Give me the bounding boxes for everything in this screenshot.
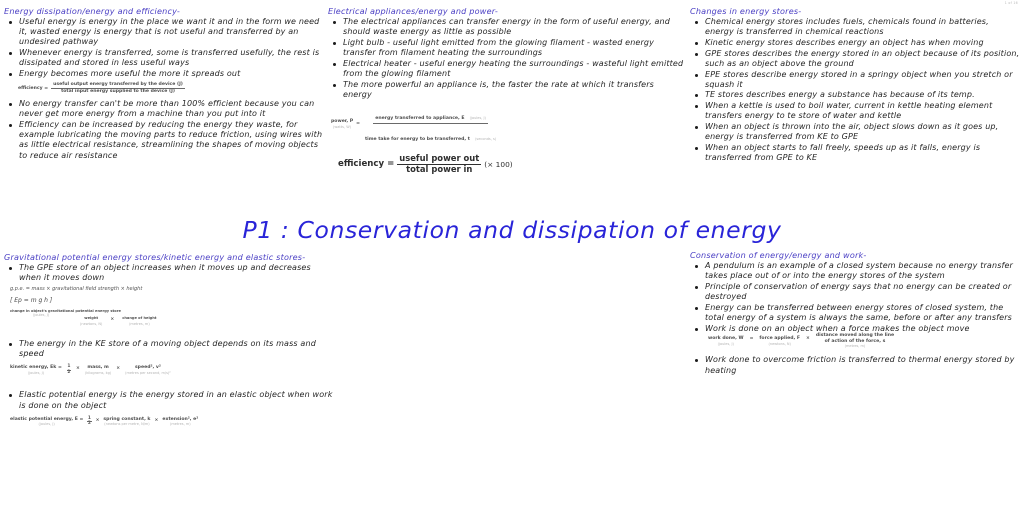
list-item: When an object is thrown into the air, object slows down as it goes up, energy is transferred from KE to GPE xyxy=(690,122,1020,142)
formula-term-height: change of height (metres, m) xyxy=(122,316,157,326)
formula-epe-lhs: elastic potential energy, E = (joules, J) xyxy=(10,416,84,427)
page-title: P1 : Conservation and dissipation of energy xyxy=(242,216,782,244)
bullet-list-dissipation-top xyxy=(4,17,324,79)
list-item: Principle of conservation of energy says that no energy can be created or destroyed xyxy=(690,282,1020,302)
section-heading-changes-in-energy-stores: Changes in energy stores- xyxy=(690,6,802,16)
section-conservation-of-energy xyxy=(690,250,1020,376)
formula-power xyxy=(331,104,684,144)
formula-label: efficiency = xyxy=(18,85,49,91)
list-item: Energy can be transferred between energy stores of closed system, the total energy of a system is always the same, before or after any transfers xyxy=(690,303,1020,323)
page-marker: 1 of 16 xyxy=(1004,1,1018,5)
list-item: GPE stores describes the energy stored in an object because of its position, such as an object above the ground xyxy=(690,49,1020,69)
formula-power-fraction xyxy=(363,104,498,144)
formula-gpe-equation: [ Ep = m g h ] xyxy=(10,297,53,304)
formula-denominator: total power in xyxy=(406,164,473,175)
formula-term-weight: weight (newtons, N) xyxy=(80,316,103,326)
list-item: Useful energy is energy in the place we want it and in the form we need it, wasted energy is energy that is not useful and transferred by an undesired pathway xyxy=(4,17,324,48)
list-item: When a kettle is used to boil water, current in kettle heating element transfers energy to te store of water and kettle xyxy=(690,101,1020,121)
formula-one-half: $\frac{1}{2}$ xyxy=(87,415,91,427)
formula-term-mass: mass, m (kilograms, kg) xyxy=(84,365,112,375)
formula-gpe-words: g.p.e. = mass × gravitational field strength × height xyxy=(10,286,143,293)
formula-denominator: total input energy supplied to the device (J) xyxy=(61,89,175,95)
section-heading-energy-dissipation: Energy dissipation/energy and efficiency- xyxy=(4,6,180,16)
formula-numerator: useful output energy transferred by the device (J) xyxy=(53,82,183,88)
section-heading-energy-stores: Gravitational potential energy stores/kinetic energy and elastic stores- xyxy=(4,252,306,262)
formula-power-lhs: power, P (watts, W) xyxy=(331,119,354,129)
formula-term-distance: distance moved along the line of action of the force, s (metres, m) xyxy=(815,332,895,349)
list-item: Work done to overcome friction is transferred to thermal energy stored by heating xyxy=(690,355,1020,375)
bullet-list-dissipation-bottom xyxy=(4,99,324,161)
formula-fraction xyxy=(397,154,481,175)
formula-term-force: force applied, F (newtons, N) xyxy=(759,335,800,346)
list-item: Electrical heater - useful energy heating the surroundings - wasteful light emitted from the glowing filament xyxy=(328,59,684,79)
formula-numerator: energy transferred to appliance, E (joules, J) xyxy=(373,104,488,124)
formula-kinetic-energy xyxy=(10,365,334,375)
bullet-list-appliances xyxy=(328,17,684,100)
formula-term-extension: extension², e² (metres, m) xyxy=(162,416,199,427)
formula-efficiency-energy xyxy=(18,82,324,95)
formula-gpe-labels xyxy=(10,309,334,326)
section-energy-stores xyxy=(4,252,334,427)
bullet-list-changes xyxy=(690,17,1020,163)
formula-fraction xyxy=(51,82,185,95)
list-item: Chemical energy stores includes fuels, chemicals found in batteries, energy is transferred in chemical reactions xyxy=(690,17,1020,37)
list-item: The energy in the KE store of a moving object depends on its mass and speed xyxy=(4,339,334,359)
list-item: Efficiency can be increased by reducing the energy they waste, for example lubricating the moving parts to reduce friction, using wires with as little electrical resistance, streamlining the shapes of moving objects to reduce air resistance xyxy=(4,120,324,161)
formula-multiply-symbol: × xyxy=(806,336,810,342)
list-item: The electrical appliances can transfer energy in the form of useful energy, and should waste energy as little as possible xyxy=(328,17,684,37)
formula-term-spring-constant: spring constant, k (newtons per metre, N/m) xyxy=(103,416,151,427)
formula-multiply-symbol: × xyxy=(154,417,159,423)
section-heading-conservation-of-energy: Conservation of energy/energy and work- xyxy=(690,250,867,260)
formula-efficiency-power xyxy=(338,154,684,175)
list-item: Kinetic energy stores describes energy an object has when moving xyxy=(690,38,1020,48)
list-item: Light bulb - useful light emitted from the glowing filament - wasted energy transfer from filament heating the surroundings xyxy=(328,38,684,58)
bullet-list-ke xyxy=(4,339,334,359)
list-item: Work is done on an object when a force makes the object move xyxy=(690,324,1020,334)
bullet-list-conservation-top xyxy=(690,261,1020,334)
bullet-list-gpe xyxy=(4,263,334,283)
list-item: EPE stores describe energy stored in a springy object when you stretch or squash it xyxy=(690,70,1020,90)
formula-equals: = xyxy=(356,121,360,127)
section-electrical-appliances xyxy=(328,6,684,175)
formula-elastic-potential-energy xyxy=(10,417,334,427)
formula-multiply-symbol: × xyxy=(95,417,100,423)
section-changes-in-energy-stores xyxy=(690,6,1020,164)
formula-gpe xyxy=(10,287,334,325)
formula-work-lhs: work done, W (joules, J) xyxy=(708,335,744,346)
formula-term-gpe-store: change in object's gravitational potential energy store (joules, J) xyxy=(10,309,121,318)
bullet-list-conservation-bottom xyxy=(690,355,1020,375)
list-item: The more powerful an appliance is, the faster the rate at which it transfers energy xyxy=(328,80,684,100)
formula-equals: = xyxy=(749,336,754,342)
list-item: Energy becomes more useful the more it spreads out xyxy=(4,69,324,79)
formula-ke-lhs: kinetic energy, Ek = (joules, J) xyxy=(10,365,62,375)
formula-work-done xyxy=(708,332,1020,349)
formula-multiply-symbol: × xyxy=(116,366,121,372)
list-item: TE stores describes energy a substance has because of its temp. xyxy=(690,90,1020,100)
section-energy-dissipation xyxy=(4,6,324,161)
formula-multiply-symbol: × xyxy=(110,317,115,322)
section-heading-electrical-appliances: Electrical appliances/energy and power- xyxy=(328,6,498,16)
list-item: Whenever energy is transferred, some is transferred usefully, the rest is dissipated and stored in less useful ways xyxy=(4,48,324,68)
list-item: Elastic potential energy is the energy stored in an elastic object when work is done on the object xyxy=(4,390,334,410)
formula-multiplier: (× 100) xyxy=(484,159,513,169)
bullet-list-epe xyxy=(4,390,334,410)
formula-label: efficiency = xyxy=(338,159,395,170)
formula-multiply-symbol: × xyxy=(76,366,80,372)
list-item: The GPE store of an object increases when it moves up and decreases when it moves down xyxy=(4,263,334,283)
list-item: A pendulum is an example of a closed system because no energy transfer takes place out of or into the energy stores of the system xyxy=(690,261,1020,281)
formula-numerator: useful power out xyxy=(397,154,481,165)
formula-denominator: time take for energy to be transferred, t (seconds, s) xyxy=(364,136,497,142)
formula-term-speed: speed², v² (metres per second, m/s)² xyxy=(125,365,171,375)
formula-one-half: $\frac{1}{2}$ xyxy=(67,364,71,375)
list-item: When an object starts to fall freely, speeds up as it falls, energy is transferred from GPE to KE xyxy=(690,143,1020,163)
list-item: No energy transfer can't be more than 100% efficient because you can never get more energy from a machine than you put into it xyxy=(4,99,324,119)
